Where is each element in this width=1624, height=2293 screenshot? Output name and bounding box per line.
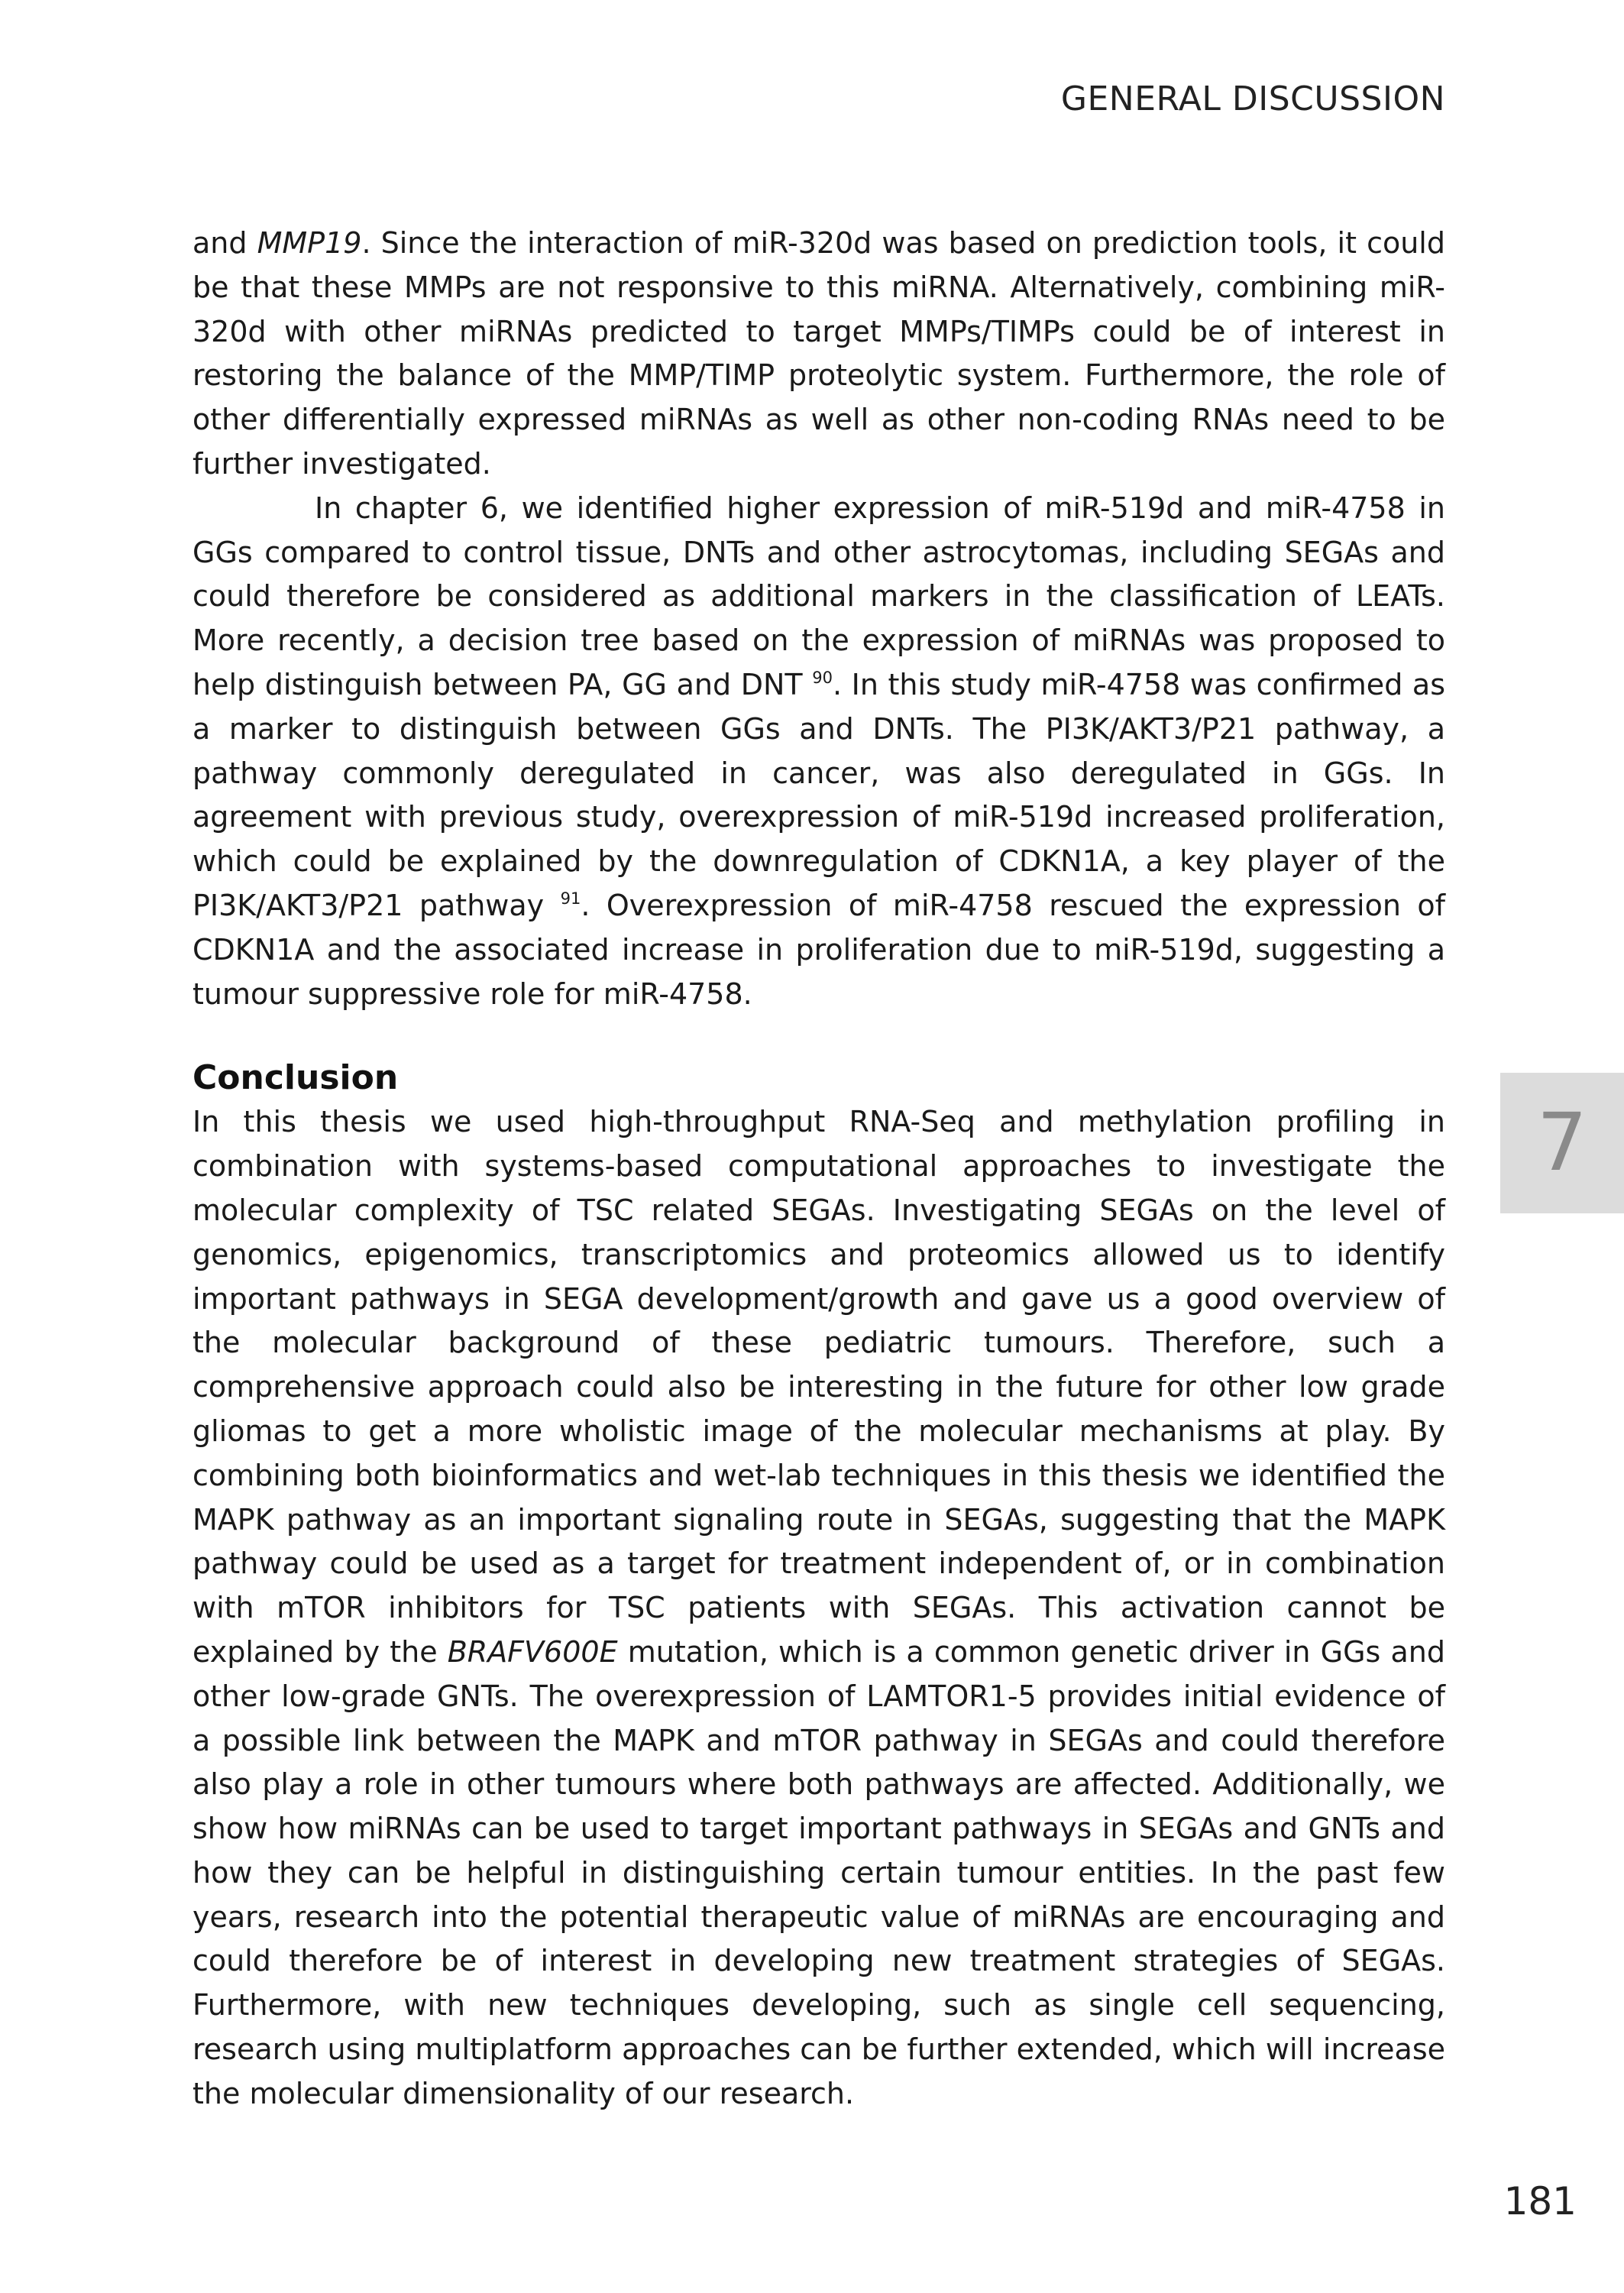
text-span: and: [192, 226, 257, 260]
citation-superscript: 91: [560, 889, 581, 908]
gene-name-italic: BRAFV600E: [447, 1634, 618, 1669]
paragraph-mmp19: [192, 222, 1445, 487]
paragraph-chapter-6: [192, 487, 1445, 1017]
page-number: 181: [1503, 2179, 1577, 2223]
section-heading-conclusion: Conclusion: [192, 1058, 399, 1098]
main-text: [192, 222, 1445, 2116]
text-span: In this thesis we used high-throughput RNA-Seq and methylation profiling in combination with systems-based computational approaches to investigate the molecular complexity of TSC related SEGAs. Investigating SEGAs on the level of genomics, epigenomics, transcriptomics and proteomics allowed us to identify important pathways in SEGA development/growth and gave us a good overview of the molecular background of these pediatric tumours. Therefore, such a comprehensive approach could also be interesting in the future for other low grade gliomas to get a more wholistic image of the molecular mechanisms at play. By combining both bioinformatics and wet-lab techniques in this thesis we identified the MAPK pathway as an important signaling route in SEGAs, suggesting that the MAPK pathway could be used as a target for treatment independent of, or in combination with mTOR inhibitors for TSC patients with SEGAs. This activation cannot be explained by the: [192, 1105, 1445, 1669]
text-span: . In this study miR-4758 was confirmed as a marker to distinguish between GGs and DNTs. The PI3K/AKT3/P21 pathway, a pathway commonly deregulated in cancer, was also deregulated in GGs. In agreement with previous study, overexpression of miR-519d increased proliferation, which could be explained by the downregulation of CDKN1A, a key player of the PI3K/AKT3/P21 pathway: [192, 667, 1445, 922]
text-span: . Overexpression of miR-4758 rescued the expression of CDKN1A and the associated increase in proliferation due to miR-519d, suggesting a tumour suppressive role for miR-4758.: [192, 888, 1445, 1011]
text-span: . Since the interaction of miR-320d was based on prediction tools, it could be that these MMPs are not responsive to this miRNA. Alternatively, combining miR-320d with other miRNAs predicted to target MMPs/TIMPs could be of interest in restoring the balance of the MMP/TIMP proteolytic system. Furthermore, the role of other differentially expressed miRNAs as well as other non-coding RNAs need to be further investigated.: [192, 226, 1445, 481]
chapter-number: 7: [1536, 1096, 1588, 1189]
citation-superscript: 90: [812, 668, 833, 687]
text-span: In chapter 6, we identified higher expression of miR-519d and miR-4758 in GGs compared to control tissue, DNTs and other astrocytomas, including SEGAs and could therefore be considered as additional markers in the classification of LEATs. More recently, a decision tree based on the expression of miRNAs was proposed to help distinguish between PA, GG and DNT: [192, 491, 1445, 701]
gene-name-italic: MMP19: [257, 226, 362, 260]
chapter-tab: [1500, 1073, 1624, 1213]
text-span: mutation, which is a common genetic driver in GGs and other low-grade GNTs. The overexpression of LAMTOR1-5 provides initial evidence of a possible link between the MAPK and mTOR pathway in SEGAs and could therefore also play a role in other tumours where both pathways are affected. Additionally, we show how miRNAs can be used to target important pathways in SEGAs and GNTs and how they can be helpful in distinguishing certain tumour entities. In the past few years, research into the potential therapeutic value of miRNAs are encouraging and could therefore be of interest in developing new treatment strategies of SEGAs. Furthermore, with new techniques developing, such as single cell sequencing, research using multiplatform approaches can be further extended, which will increase the molecular dimensionality of our research.: [192, 1634, 1445, 2110]
running-header: GENERAL DISCUSSION: [1060, 79, 1445, 118]
paragraph-conclusion: [192, 1100, 1445, 2116]
